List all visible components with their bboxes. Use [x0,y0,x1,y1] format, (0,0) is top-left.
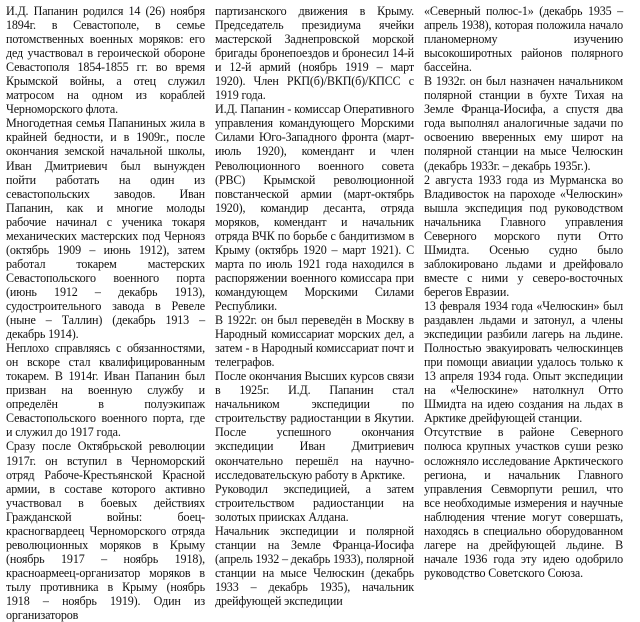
paragraph: И.Д. Папанин - комиссар Оперативного управления командующего Морскими Силами Юго-Западного фронта (март-июль 1920), комендант и член Революционного военного совета (РВС) Крымской революционной повстанческой армии (март-октябрь 1920), командир десанта, отряда моряков, комендант и начальник отряда ВЧК по борьбе с бандитизмом в Крыму (октябрь 1920 – март 1921). С марта по июль 1921 года находился в распоряжении военного комиссара при командующем Морскими Силами Республики. [215,102,414,313]
paragraph: Многодетная семья Папаниных жила в крайней бедности, и в 1909г., после окончания земской начальной школы, Иван Дмитриевич был вынужден пойти работать на один из севастопольских заводов. Иван Папанин, как и многие молоды рабочие начинал с ученика токаря механических мастерских под Чернояз (октябрь 1909 – июнь 1912), затем работал токарем мастерских Севастопольского военного порта (июнь 1912 – декабрь 1913), судостроительного завода в Ревеле (ныне – Таллин) (декабрь 1913 – декабрь 1914). [6,116,205,342]
paragraph: 13 февраля 1934 года «Челюскин» был раздавлен льдами и затонул, а члены экспедиции разбили лагерь на льдине. Полностью эвакуировать челюскинцев при помощи авиации удалось только к 13 апреля 1934 года. Опыт экспедиции на «Челюскине» натолкнул Отто Шмидта на идею создания на льдах в Арктике дрейфующей станции. [424,298,623,426]
paragraph: После окончания Высших курсов связи в 1925г. И.Д. Папанин стал начальником экспедиции по строительству радиостанции в Якутии. После успешного окончания экспедиции Иван Дмитриевич окончательно перешёл на научно-исследовательскую работу в Арктике. [215,369,414,482]
paragraph: «Северный полюс-1» (декабрь 1935 – апрель 1938), которая положила начало планомерному изучению высокоширотных районов полярного бассейна. [424,4,623,75]
paragraph: И.Д. Папанин родился 14 (26) ноября 1894г. в Севастополе, в семье потомственных военных моряков: его дед участвовал в героической обороне Севастополя 1854-1855 гг. во время Крымской войны, а отец служил матросом на одном из кораблей Черноморского флота. [6,4,205,117]
paragraph: Отсутствие в районе Северного полюса крупных участков суши резко осложняло исследование Арктического региона, и начальник Главного управления Севморпути решил, что все необходимые измерения и научные наблюдения чтение могут совершать, находясь в специально оборудованном лагере на дрейфующей льдине. В начале 1936 года эту идею одобрило руководство Советского Союза. [424,425,623,580]
paragraph: 2 августа 1933 года из Мурманска во Владивосток на пароходе «Челюскин» вышла экспедиция под руководством начальника Главного управления Северного морского пути Отто Шмидта. Осенью судно было заблокировано льдами и дрейфовало вместе с ними у северо-восточных берегов Евразии. [424,172,623,299]
text-column-2 [215,4,414,608]
paragraph: Начальник экспедиции и полярной станции на Земле Франца-Иосифа (апрель 1932 – декабрь 1933), полярной станции на мысе Челюскин (декабрь 1933 – декабрь 1935), начальник дрейфующей экспедиции [215,523,414,608]
paragraph: В 1922г. он был переведён в Москву в Народный комиссариат морских дел, а затем - в Народный комиссариат почт и телеграфов. [215,313,414,370]
text-column-3 [424,4,623,580]
paragraph: Руководил экспедицией, а затем строительством радиостанции на золотых приисках Алдана. [215,481,414,524]
text-column-1 [6,4,205,622]
paragraph: Неплохо справляясь с обязанностями, он вскоре стал квалифицированным токарем. В 1914г. Иван Папанин был призван на военную службу и определён в полуэкипаж Севастопольского военного порта, где и служил до 1917 года. [6,341,205,440]
paragraph: В 1932г. он был назначен начальником полярной станции в бухте Тихая на Земле Франца-Иосифа, а спустя два года выполнял аналогичные задачи по освоению вверенных ему широт на полярной станции на мысе Челюскин (декабрь 1933г. – декабрь 1935г.). [424,74,623,173]
paragraph: партизанского движения в Крыму. Председатель президиума ячейки мастерской Заднепровской морской бригады бронепоездов и бронесил 14-й и 12-й армий (ноябрь 1919 – март 1920). Член РКП(б)/ВКП(б)/КПСС с 1919 года. [215,4,414,103]
paragraph: Сразу после Октябрьской революции 1917г. он вступил в Черноморский отряд Рабоче-Крестьянской Красной армии, в составе которого активно участвовал в боевых действиях Гражданской войны: боец-красногвардеец Черноморского отряда революционных моряков в Крыму (ноябрь 1917 – ноябрь 1918), красноармеец-организатор моряков в тылу противника в Крыму (ноябрь 1918 – ноябрь 1919). Один из организаторов [6,439,205,622]
